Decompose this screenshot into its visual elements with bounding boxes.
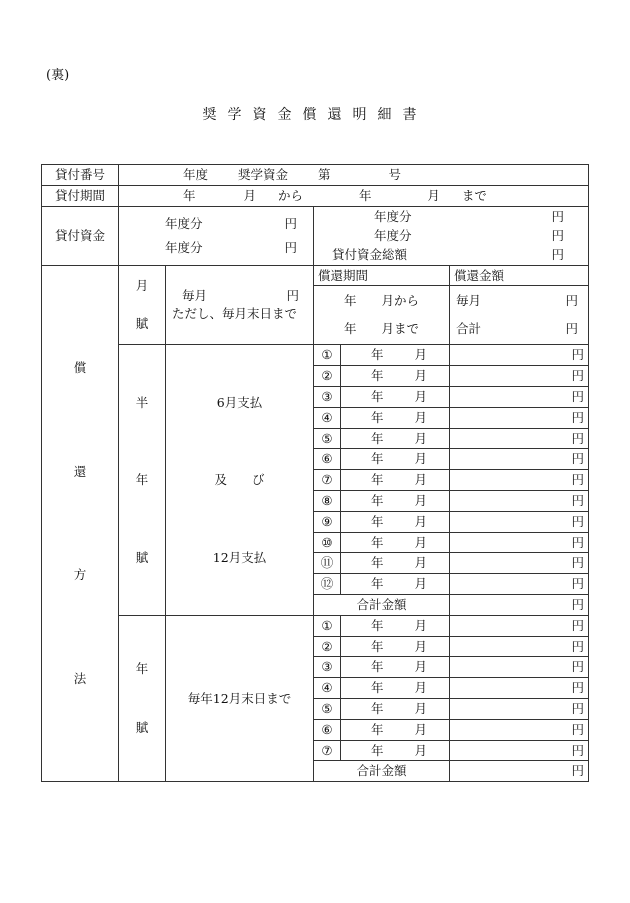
installment-amount: 円 (450, 345, 589, 366)
year-unit: 年 (371, 368, 384, 384)
installment-date (341, 428, 450, 449)
installment-date (341, 532, 450, 553)
installment-amount: 円 (450, 366, 589, 387)
monthly-char-2: 賦 (135, 315, 149, 331)
year-unit: 年 (371, 742, 384, 758)
installment-amount: 円 (450, 698, 589, 719)
period-until: まで (461, 187, 487, 203)
dai-text: 第 (317, 167, 331, 183)
installment-number: ① (314, 345, 341, 366)
month-unit: 月 (414, 389, 427, 405)
installment-amount: 円 (450, 636, 589, 657)
monthly-line2: ただし、毎月末日まで (172, 306, 298, 322)
loan-funds-left-line1 (165, 212, 297, 236)
year-unit: 年 (371, 617, 384, 633)
monthly-total-label: 合計 (456, 321, 482, 337)
loan-funds-total-line (332, 245, 564, 264)
installment-date (341, 345, 450, 366)
monthly-amount-line (456, 287, 578, 315)
year-unit: 年 (371, 555, 384, 571)
installment-date (341, 740, 450, 761)
installment-number: ⑦ (314, 740, 341, 761)
loan-funds-label: 貸付資金 (42, 206, 119, 265)
fiscal-year-portion-2: 年度分 (165, 239, 203, 255)
amount-header: 償還金額 (450, 265, 589, 286)
loan-funds-total-label: 貸付資金総額 (332, 247, 408, 263)
year-unit: 年 (371, 576, 384, 592)
installment-amount: 円 (450, 574, 589, 595)
month-unit: 月 (414, 409, 427, 425)
installment-date (341, 470, 450, 491)
semi-desc-december: 12月支払 (212, 549, 267, 565)
monthly-total-line (456, 315, 578, 343)
period-from: から (277, 187, 303, 203)
installment-number: ⑦ (314, 470, 341, 491)
semi-char-2: 年 (135, 472, 149, 488)
installment-date (341, 719, 450, 740)
month-unit: 月 (414, 534, 427, 550)
month-unit: 月 (414, 701, 427, 717)
installment-amount: 円 (450, 428, 589, 449)
installment-date (341, 553, 450, 574)
loan-funds-right (314, 206, 589, 265)
installment-date (341, 386, 450, 407)
semi-char-1: 半 (135, 394, 149, 410)
installment-date (341, 407, 450, 428)
month-unit: 月 (414, 451, 427, 467)
installment-number: ⑩ (314, 532, 341, 553)
period-year2: 年 (358, 187, 372, 203)
monthly-line1 (172, 288, 307, 304)
yen-unit: 円 (565, 321, 578, 337)
year-unit: 年 (371, 472, 384, 488)
yen-unit: 円 (551, 247, 564, 263)
installment-number: ② (314, 366, 341, 387)
year-unit: 年 (371, 409, 384, 425)
yen-unit: 円 (565, 293, 578, 309)
repayment-form-table (41, 164, 589, 782)
month-unit: 月 (414, 513, 427, 529)
month-unit: 月 (414, 493, 427, 509)
month-unit: 月 (414, 721, 427, 737)
semiannual-description (166, 345, 314, 615)
document-title: 奨学資金償還明細書 (202, 107, 428, 123)
period-until-text: 年 月まで (343, 321, 419, 337)
year-unit: 年 (371, 493, 384, 509)
yen-unit: 円 (284, 239, 297, 255)
annual-total-label: 合計金額 (314, 761, 450, 782)
year-unit: 年 (371, 389, 384, 405)
fiscal-year-portion-4: 年度分 (374, 228, 412, 244)
month-unit: 月 (414, 680, 427, 696)
installment-number: ① (314, 615, 341, 636)
installment-number: ③ (314, 657, 341, 678)
annual-description: 毎年12月末日まで (166, 615, 314, 781)
period-from-text: 年 月から (343, 293, 419, 309)
installment-date (341, 366, 450, 387)
semiannual-label (119, 345, 166, 615)
loan-number-row (42, 165, 589, 186)
monthly-description (166, 265, 314, 345)
installment-amount: 円 (450, 490, 589, 511)
period-month1: 月 (243, 187, 256, 203)
yen-unit: 円 (551, 228, 564, 244)
month-unit: 月 (414, 430, 427, 446)
go-text: 号 (388, 167, 401, 183)
annual-row-1 (42, 615, 589, 636)
installment-amount: 円 (450, 470, 589, 491)
annual-char-1: 年 (135, 660, 149, 676)
every-month-text: 毎月 (182, 287, 208, 303)
month-unit: 月 (414, 472, 427, 488)
loan-funds-right-line2 (332, 226, 564, 245)
semi-char-3: 賦 (135, 549, 149, 565)
period-year1: 年 (182, 187, 196, 203)
installment-number: ⑤ (314, 428, 341, 449)
semi-row-1 (42, 345, 589, 366)
loan-funds-right-line1 (332, 207, 564, 226)
installment-date (341, 449, 450, 470)
year-unit: 年 (371, 701, 384, 717)
year-unit: 年 (371, 347, 384, 363)
fiscal-year-portion-3: 年度分 (374, 209, 412, 225)
month-unit: 月 (414, 638, 427, 654)
method-char-1: 償 (73, 360, 87, 376)
loan-funds-left-line2 (165, 236, 297, 260)
scholarship-fund-text: 奨学資金 (237, 167, 288, 183)
year-unit: 年 (371, 451, 384, 467)
installment-amount: 円 (450, 511, 589, 532)
installment-date (341, 657, 450, 678)
semi-desc-and: 及 び (214, 472, 265, 488)
installment-number: ⑤ (314, 698, 341, 719)
method-char-2: 還 (73, 463, 87, 479)
yen-unit: 円 (551, 209, 564, 225)
installment-number: ④ (314, 678, 341, 699)
loan-funds-left (119, 206, 314, 265)
installment-amount: 円 (450, 449, 589, 470)
method-char-3: 方 (73, 567, 87, 583)
year-unit: 年 (371, 534, 384, 550)
installment-number: ④ (314, 407, 341, 428)
installment-date (341, 511, 450, 532)
installment-number: ⑫ (314, 574, 341, 595)
fiscal-year-portion-1: 年度分 (165, 215, 203, 231)
loan-number-label: 貸付番号 (42, 165, 119, 186)
installment-number: ⑨ (314, 511, 341, 532)
year-unit: 年 (371, 513, 384, 529)
installment-date (341, 490, 450, 511)
year-unit: 年 (371, 680, 384, 696)
installment-number: ⑥ (314, 719, 341, 740)
monthly-label (119, 265, 166, 345)
loan-period-label: 貸付期間 (42, 185, 119, 206)
repayment-method-label (42, 265, 119, 782)
year-unit: 年 (371, 659, 384, 675)
month-unit: 月 (414, 347, 427, 363)
monthly-amount-label: 毎月 (456, 293, 482, 309)
loan-number-value (119, 165, 589, 186)
year-unit: 年 (371, 638, 384, 654)
month-unit: 月 (414, 555, 427, 571)
installment-date (341, 615, 450, 636)
monthly-period-cell (314, 286, 450, 345)
installment-date (341, 636, 450, 657)
installment-amount: 円 (450, 615, 589, 636)
annual-char-2: 賦 (135, 720, 149, 736)
installment-amount: 円 (450, 740, 589, 761)
installment-amount: 円 (450, 657, 589, 678)
installment-number: ③ (314, 386, 341, 407)
installment-number: ⑧ (314, 490, 341, 511)
period-header: 償還期間 (314, 265, 450, 286)
method-char-4: 法 (73, 670, 87, 686)
month-unit: 月 (414, 659, 427, 675)
month-unit: 月 (414, 617, 427, 633)
installment-number: ⑥ (314, 449, 341, 470)
installment-amount: 円 (450, 678, 589, 699)
installment-number: ⑪ (314, 553, 341, 574)
installment-date (341, 574, 450, 595)
annual-total-amount: 円 (450, 761, 589, 782)
year-unit: 年 (371, 721, 384, 737)
yen-unit: 円 (284, 215, 297, 231)
monthly-header-row (42, 265, 589, 286)
semi-desc-june: 6月支払 (216, 394, 263, 410)
monthly-amount-cell (450, 286, 589, 345)
fiscal-year-text: 年度 (182, 167, 208, 183)
installment-amount: 円 (450, 553, 589, 574)
semi-total-label: 合計金額 (314, 594, 450, 615)
form-body (42, 165, 589, 782)
installment-date (341, 678, 450, 699)
year-unit: 年 (371, 430, 384, 446)
loan-period-row (42, 185, 589, 206)
semi-total-amount: 円 (450, 594, 589, 615)
installment-amount: 円 (450, 386, 589, 407)
month-unit: 月 (414, 576, 427, 592)
loan-funds-row (42, 206, 589, 265)
month-unit: 月 (414, 742, 427, 758)
installment-amount: 円 (450, 719, 589, 740)
installment-number: ② (314, 636, 341, 657)
monthly-char-1: 月 (135, 278, 149, 294)
reverse-side-label: (裏) (46, 68, 70, 83)
month-unit: 月 (414, 368, 427, 384)
period-month2: 月 (427, 187, 440, 203)
yen-unit: 円 (286, 287, 299, 303)
installment-date (341, 698, 450, 719)
annual-label (119, 615, 166, 781)
installment-amount: 円 (450, 532, 589, 553)
installment-amount: 円 (450, 407, 589, 428)
loan-period-value (119, 185, 589, 206)
